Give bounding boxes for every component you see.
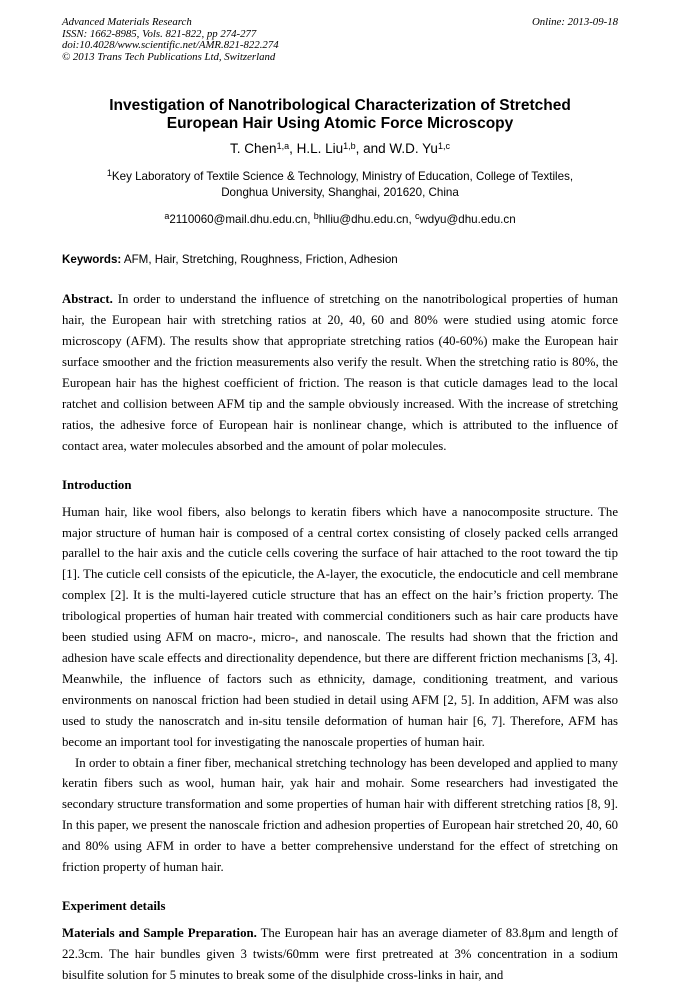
journal-issn-line: ISSN: 1662-8985, Vols. 821-822, pp 274-277 bbox=[62, 27, 257, 40]
introduction-paragraph-1: Human hair, like wool fibers, also belongs to keratin fibers which have a nanocomposite structure. The major structure of human hair is composed of a central cortex consisting of closely packed cells arranged parallel to the hair axis and the cuticle cells covering the surface of hair attached to the root toward the tip [1]. The cuticle cell consists of the epicuticle, the A-layer, the exocuticle, the endocuticle and cell membrane complex [2]. It is the multi-layered cuticle structure that has an effect on the hair’s friction property. The tribological properties of human hair treated with commercial conditioners such as hair care products have been studied using AFM on macro-, micro-, and nanoscale. The results had shown that the friction and adhesion have scale effects and directionality dependence, but there are different friction mechanisms [3, 4]. Meanwhile, the influence of factors such as ethnicity, damage, conditioning treatment, and various environments on nanoscal friction had been studied in detail using AFM [2, 5]. In addition, AFM was also used to study the nanoscratch and in-situ tensile deformation of human hair [6, 7]. Therefore, AFM has become an important tool for investigating the nanoscale properties of human hair. bbox=[62, 504, 618, 749]
materials-paragraph bbox=[62, 923, 618, 986]
abstract-text: In order to understand the influence of stretching on the nanotribological properties of human hair, the European hair with stretching ratios at 20, 40, 60 and 80% were studied using atomic force microscopy (AFM). The results show that appropriate stretching ratios (40-60%) make the European hair surface smoother and the friction measurements also verify the result. When the stretching ratio is 80%, the European hair has the highest coefficient of friction. The reason is that cuticle damages lead to the local ratchet and collision between AFM tip and the sample obviously increased. With the increase of stretching ratios, the adhesive force of European hair is nonlinear change, which is attributed to the influence of contact area, water molecules absorbed and the amount of polar molecules. bbox=[62, 292, 618, 453]
keywords-label: Keywords: bbox=[62, 253, 122, 267]
email-a-superscript: a bbox=[164, 211, 170, 222]
affiliation-superscript: 1 bbox=[106, 168, 112, 179]
author-3: , and W.D. Yu bbox=[355, 141, 438, 157]
journal-header bbox=[62, 17, 618, 63]
journal-copyright-line: © 2013 Trans Tech Publications Ltd, Switzerland bbox=[62, 50, 276, 63]
email-c: wdyu@dhu.edu.cn bbox=[419, 213, 516, 227]
journal-doi-line: doi:10.4028/www.scientific.net/AMR.821-822.274 bbox=[62, 39, 279, 52]
materials-text: The European hair has an average diameter of 83.8μm and length of 22.3cm. The hair bundles given 3 twists/60mm were first pretreated at 3% concentration in a sodium bisulfite solution for 5 minutes to break some of the disulphide cross-links in hair, and bbox=[62, 925, 619, 982]
email-b-superscript: b bbox=[313, 211, 319, 222]
author-1-superscript: 1,a bbox=[276, 141, 290, 152]
section-heading-experiment-details: Experiment details bbox=[62, 898, 166, 913]
paper-title bbox=[62, 97, 618, 132]
section-heading-introduction: Introduction bbox=[62, 477, 132, 492]
keywords-line bbox=[62, 253, 618, 266]
affiliation-text-1: Key Laboratory of Textile Science & Technology, Ministry of Education, College of Textiles, bbox=[111, 170, 574, 184]
abstract-paragraph bbox=[62, 289, 618, 456]
abstract-label: Abstract. bbox=[62, 292, 113, 307]
journal-meta-block bbox=[62, 17, 279, 63]
email-b: hlliu@dhu.edu.cn, bbox=[318, 213, 415, 227]
author-2-superscript: 1,b bbox=[343, 141, 356, 152]
online-date: Online: 2013-09-18 bbox=[531, 16, 618, 28]
materials-label: Materials and Sample Preparation. bbox=[62, 925, 257, 940]
journal-name: Advanced Materials Research bbox=[62, 16, 192, 28]
paper-title-line-1: Investigation of Nanotribological Characterization of Stretched bbox=[109, 97, 571, 115]
email-line bbox=[62, 213, 618, 226]
author-2: , H.L. Liu bbox=[289, 141, 344, 157]
email-a: 2110060@mail.dhu.edu.cn, bbox=[169, 213, 314, 227]
email-c-superscript: c bbox=[414, 211, 420, 222]
keywords-text: AFM, Hair, Stretching, Roughness, Friction, Adhesion bbox=[121, 253, 398, 267]
affiliation-line-1 bbox=[62, 169, 618, 185]
affiliation bbox=[62, 169, 618, 200]
author-3-superscript: 1,c bbox=[437, 141, 450, 152]
author-1: T. Chen bbox=[230, 141, 277, 157]
author-line bbox=[62, 140, 618, 158]
introduction-paragraph-2: In order to obtain a finer fiber, mechanical stretching technology has been developed and applied to many keratin fibers such as wool, human hair, yak hair and mohair. Some researchers had investigated the secondary structure transformation and some properties of human hair with different stretching ratios [8, 9]. In this paper, we present the nanoscale friction and adhesion properties of European hair stretched 20, 40, 60 and 80% using AFM in order to have a better comprehensive understand for the effect of stretching on friction property of human hair. bbox=[62, 755, 618, 875]
paper-title-line-2: European Hair Using Atomic Force Microscopy bbox=[166, 114, 514, 132]
affiliation-line-2: Donghua University, Shanghai, 201620, China bbox=[221, 185, 459, 199]
